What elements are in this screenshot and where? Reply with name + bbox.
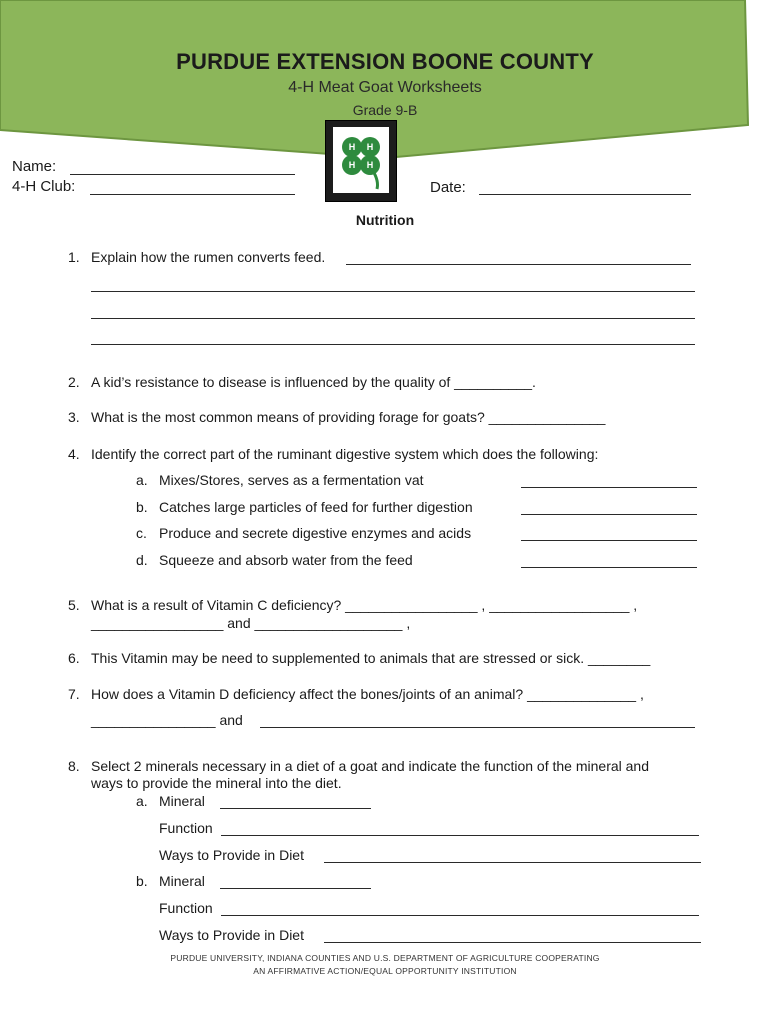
q6-number: 6. [68,650,80,666]
q8-mineral-label: Mineral [159,793,205,809]
4-h-clover-logo [325,120,397,202]
q3-text: What is the most common means of providing forage for goats? _______________ [91,409,606,425]
footer-line-2: AN AFFIRMATIVE ACTION/EQUAL OPPORTUNITY INSTITUTION [253,966,517,976]
q4-item-text: Mixes/Stores, serves as a fermentation vat [159,472,424,488]
q4-answer-line[interactable] [521,514,697,515]
q4-item-letter: d. [136,552,148,568]
q7-text-line2: ________________ and [91,712,243,728]
name-field[interactable] [70,174,295,175]
page-title: PURDUE EXTENSION BOONE COUNTY [176,49,594,74]
svg-text:H: H [348,142,356,152]
page-subtitle: 4-H Meat Goat Worksheets [288,79,482,96]
q4-text: Identify the correct part of the ruminant digestive system which does the following: [91,446,599,462]
q8-item-letter: b. [136,873,148,889]
q8-ways-field[interactable] [324,862,701,863]
q8-mineral-label: Mineral [159,873,205,889]
q4-answer-line[interactable] [521,540,697,541]
club-field[interactable] [90,194,295,195]
q8-ways-label: Ways to Provide in Diet [159,847,304,863]
q4-item-text: Catches large particles of feed for further digestion [159,499,473,515]
q4-item-letter: c. [136,525,147,541]
footer-line-1: PURDUE UNIVERSITY, INDIANA COUNTIES AND U.S. DEPARTMENT OF AGRICULTURE COOPERATING [170,953,600,963]
q8-function-field[interactable] [221,835,699,836]
q1-number: 1. [68,249,80,265]
q4-number: 4. [68,446,80,462]
q8-function-field[interactable] [221,915,699,916]
q8-ways-label: Ways to Provide in Diet [159,927,304,943]
clover-icon [333,127,389,193]
q8-number: 8. [68,758,80,774]
q8-mineral-field[interactable] [220,888,371,889]
q6-text: This Vitamin may be need to supplemented to animals that are stressed or sick. ________ [91,650,651,666]
q5-number: 5. [68,597,80,613]
q8-function-label: Function [159,820,213,836]
svg-text:H: H [366,142,374,152]
section-heading: Nutrition [355,212,415,228]
q7-text-line1: How does a Vitamin D deficiency affect the bones/joints of an animal? ______________ , [91,686,644,702]
q8-mineral-field[interactable] [220,808,371,809]
q2-text: A kid’s resistance to disease is influenced by the quality of __________. [91,374,536,390]
q8-ways-field[interactable] [324,942,701,943]
club-label: 4-H Club: [12,178,76,195]
q1-text: Explain how the rumen converts feed. [91,249,326,265]
q4-item-letter: a. [136,472,148,488]
svg-text:H: H [366,160,374,170]
q4-item-text: Produce and secrete digestive enzymes and acids [159,525,472,541]
q4-item-text: Squeeze and absorb water from the feed [159,552,413,568]
q8-text-line2: ways to provide the mineral into the diet. [91,775,342,791]
q8-function-label: Function [159,900,213,916]
q8-text-line1: Select 2 minerals necessary in a diet of a goat and indicate the function of the mineral and [91,758,650,774]
q7-number: 7. [68,686,80,702]
q8-item-letter: a. [136,793,148,809]
q5-text-line2: _________________ and ___________________ , [91,615,411,631]
q1-answer-line[interactable] [346,264,691,265]
q5-text-line1: What is a result of Vitamin C deficiency? _________________ , __________________ , [91,597,638,613]
q4-item-letter: b. [136,499,148,515]
grade-label: Grade 9-B [352,102,418,118]
q4-answer-line[interactable] [521,567,697,568]
q1-answer-line[interactable] [91,318,695,319]
date-field[interactable] [479,194,691,195]
q4-answer-line[interactable] [521,487,697,488]
svg-text:H: H [348,160,356,170]
q3-number: 3. [68,409,80,425]
q1-answer-line[interactable] [91,291,695,292]
date-label: Date: [430,179,466,196]
q1-answer-line[interactable] [91,344,695,345]
q2-number: 2. [68,374,80,390]
q7-answer-line[interactable] [260,727,695,728]
name-label: Name: [12,158,57,175]
